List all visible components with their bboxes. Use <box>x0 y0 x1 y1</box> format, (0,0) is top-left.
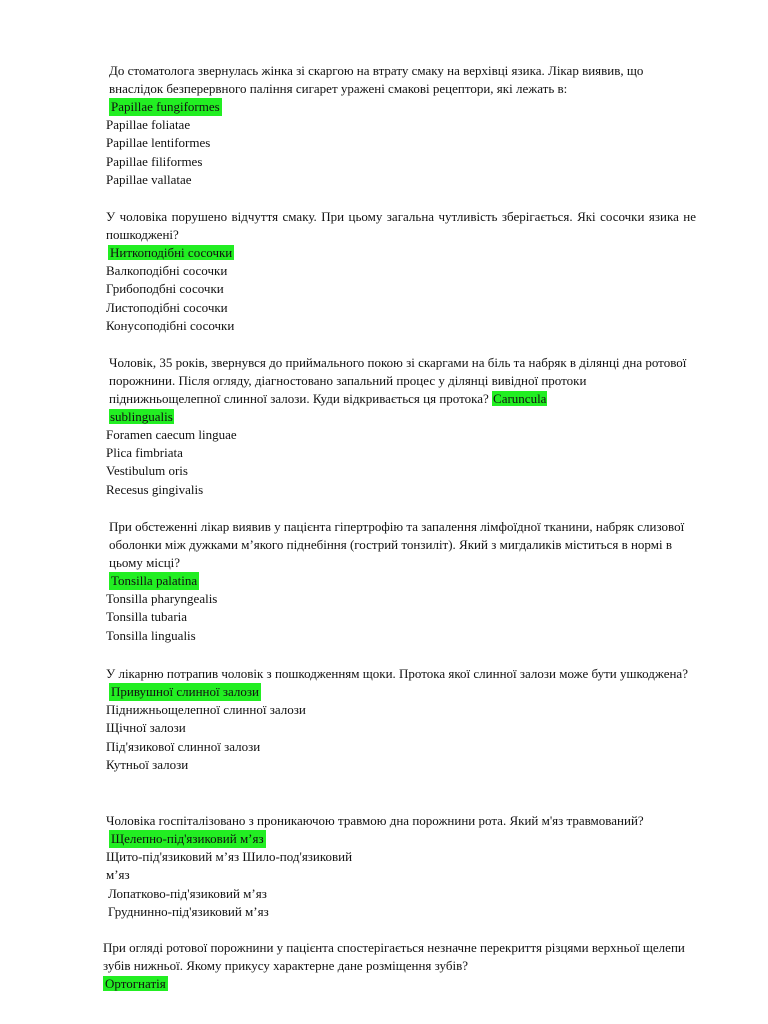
question-1-option: Papillae foliatae <box>106 117 191 133</box>
question-1-text: До стоматолога звернулась жінка зі скаргою на втрату смаку на верхівці язика. Лікар виявив, що внаслідок безперервного паління сигарет уражені смакові рецептори, які лежать в: <box>109 63 644 96</box>
question-3-correct-answer-part-2: sublingualis <box>110 409 173 424</box>
question-7 <box>103 939 693 993</box>
question-6 <box>106 812 696 921</box>
question-2-option: Валкоподібні сосочки <box>106 263 228 279</box>
question-5-option: Під'язикової слинної залози <box>106 738 261 754</box>
question-4-option: Tonsilla tubaria <box>106 609 188 625</box>
question-3-option: Plica fimbriata <box>106 445 183 461</box>
question-4-option: Tonsilla pharyngealis <box>106 591 218 607</box>
question-5-correct-answer: Привушної слинної залози <box>109 683 261 701</box>
question-6-option: Лопатково-під'язиковий м’яз <box>108 885 267 901</box>
question-3 <box>106 354 696 499</box>
question-2-correct-answer: Ниткоподібні сосочки <box>110 245 233 260</box>
question-1-option: Papillae lentiformes <box>106 135 211 151</box>
question-2-option: Грибоподбні сосочки <box>106 281 224 297</box>
question-6-option: Груднинно-під'язиковий м’яз <box>108 903 269 919</box>
question-5-option: Кутньої залози <box>106 756 189 772</box>
question-7-text: При огляді ротової порожнини у пацієнта спостерігається незначне перекриття різцями верхньої щелепи зубів нижньої. Якому прикусу характерне дане розміщення зубів? <box>103 940 685 973</box>
question-2-option: Листоподібні сосочки <box>106 299 228 315</box>
question-4-text: При обстеженні лікар виявив у пацієнта гіпертрофію та запалення лімфоїдної тканини, набряк слизової оболонки між дужками м’якого піднебіння (гострий тонзиліт). Який з мигдаликів міститься в нормі в цьому місці? <box>109 519 685 570</box>
question-5-text: У лікарню потрапив чоловік з пошкодженням щоки. Протока якої слинної залози може бути ушкоджена? <box>106 666 688 681</box>
question-1 <box>106 62 696 189</box>
question-4-correct-answer: Tonsilla palatina <box>109 572 199 590</box>
question-4 <box>106 518 696 645</box>
question-5-option: Піднижньощелепної слинної залози <box>106 702 306 718</box>
question-7-correct-answer: Ортогнатія <box>105 976 166 991</box>
question-5-option: Щічної залози <box>106 720 186 736</box>
question-3-text: Чоловік, 35 років, звернувся до приймального покою зі скаргами на біль та набряк в ділянці дна ротової порожнини. Після огляду, діагностовано запальний процес у ділянці вивідної протоки піднижньощелепної слинної залози. Куди відкривається ця протока? <box>109 355 687 406</box>
question-1-option: Papillae vallatae <box>106 171 192 187</box>
question-2 <box>106 208 696 335</box>
question-2-text: У чоловіка порушено відчуття смаку. При цьому загальна чутливість зберігається. Які сосочки язика не пошкоджені? <box>106 209 696 242</box>
question-6-text: Чоловіка госпіталізовано з проникаючою травмою дна порожнини рота. Який м'яз травмований? <box>106 813 644 828</box>
question-4-option: Tonsilla lingualis <box>106 627 196 643</box>
question-3-option: Vestibulum oris <box>106 463 188 479</box>
question-6-correct-answer: Щелепно-під'язиковий м’яз <box>109 830 266 848</box>
question-6-option: Щито-під'язиковий м’яз Шило-под'язиковий <box>106 849 353 865</box>
question-3-option: Recesus gingivalis <box>106 481 204 497</box>
question-5 <box>106 665 696 774</box>
question-3-correct-answer-part-1: Caruncula <box>493 391 547 406</box>
question-1-correct-answer: Papillae fungiformes <box>109 98 222 116</box>
question-3-text-block <box>106 354 696 426</box>
question-3-option: Foramen caecum linguae <box>106 427 237 442</box>
question-2-option: Конусоподібні сосочки <box>106 317 235 333</box>
question-6-option: м’яз <box>106 867 130 883</box>
question-1-option: Papillae filiformes <box>106 153 203 169</box>
